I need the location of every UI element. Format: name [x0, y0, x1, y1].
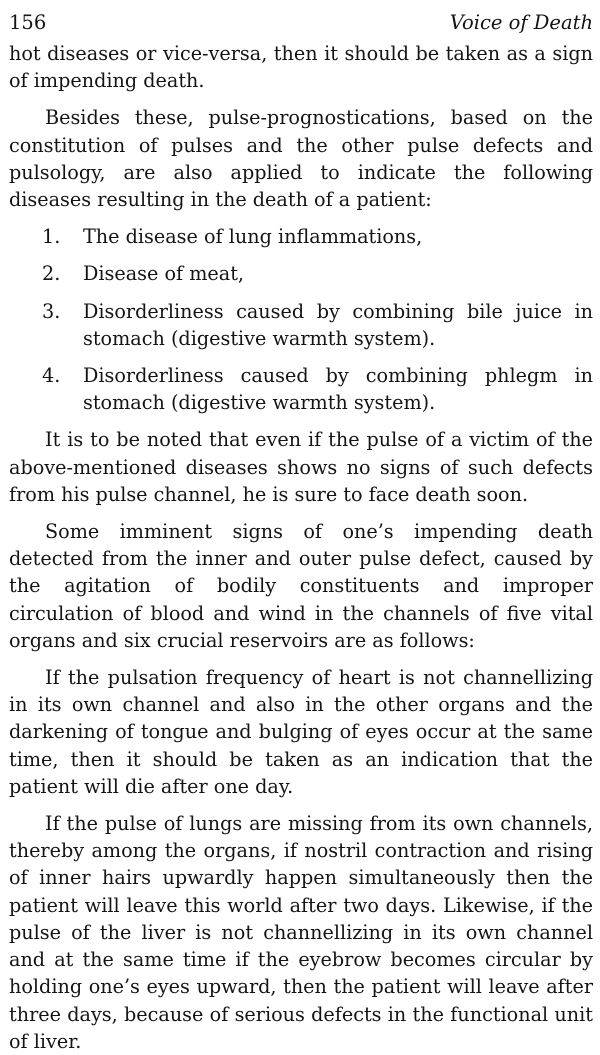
list-item-number: 4. [42, 364, 61, 388]
list-item [9, 298, 593, 352]
paragraph: If the pulsation frequency of heart is not channellizing in its own channel and also in the other organs and the darkening of tongue and bulging of eyes occur at the same time, then it should be taken as an indication that the patient will die after one day. [9, 666, 593, 798]
list-item-number: 3. [42, 299, 61, 323]
paragraph: hot diseases or vice-versa, then it should be taken as a sign of impending death. [9, 42, 593, 93]
list-item [9, 223, 593, 250]
list-item [9, 362, 593, 416]
paragraph: Besides these, pulse-prognostications, based on the constitution of pulses and the other pulse defects and pulsology, are also applied to indicate the following diseases resulting in the death of a patient: [9, 106, 593, 212]
list-item-number: 2. [42, 262, 61, 286]
list-item [9, 260, 593, 287]
page-body [9, 40, 593, 1055]
paragraph: If the pulse of lungs are missing from its own channels, thereby among the organs, if nostril contraction and rising of inner hairs upwardly happen simultaneously then the patient will leave this world after two days. Likewise, if the pulse of the liver is not channellizing in its own channel and at the same time if the eyebrow becomes circular by holding one’s eyes upward, then the patient will leave after three days, because of serious defects in the functional unit of liver. [9, 812, 593, 1053]
numbered-list [9, 223, 593, 416]
list-item-text: Disorderliness caused by combining phlegm in stomach (digestive warmth system). [83, 364, 593, 415]
list-item-text: Disease of meat, [83, 262, 245, 286]
list-item-number: 1. [42, 225, 61, 249]
paragraph: Some imminent signs of one’s impending death detected from the inner and outer pulse defect, caused by the agitation of bodily constituents and improper circulation of blood and wind in the channels of five vital organs and six crucial reservoirs are as follows: [9, 520, 593, 652]
running-title: Voice of Death [449, 11, 593, 34]
list-item-text: The disease of lung inflammations, [83, 225, 423, 249]
paragraph: It is to be noted that even if the pulse of a victim of the above-mentioned diseases shows no signs of such defects from his pulse channel, he is sure to face death soon. [9, 428, 593, 506]
page-header [9, 6, 593, 40]
list-item-text: Disorderliness caused by combining bile juice in stomach (digestive warmth system). [83, 299, 593, 350]
page-number: 156 [9, 11, 47, 34]
